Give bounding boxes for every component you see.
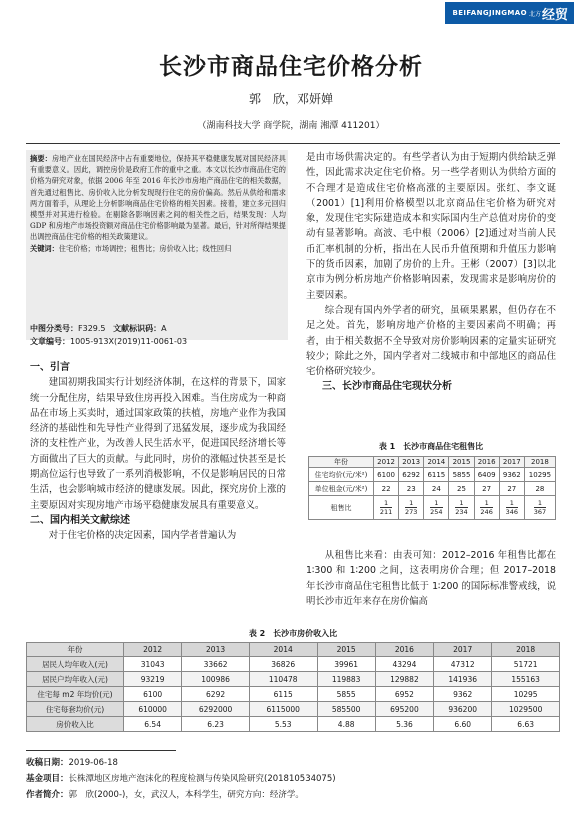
table-row-label: 居民户均年收入(元) xyxy=(27,672,124,687)
abstract xyxy=(30,153,286,254)
article-title: 长沙市商品住宅价格分析 xyxy=(159,54,423,80)
table-cell: 10295 xyxy=(492,687,560,702)
table-cell: 610000 xyxy=(124,702,182,717)
table-header-cell: 年份 xyxy=(27,643,124,657)
paragraph: 从租售比来看：由表可知：2012–2016 年租售比都在 1∶300 和 1∶200 之间，这表明房价合理；但 2017–2018 年长沙市商品住宅租售比低于 1∶200 的国际标准警戒线，说明长沙市近年来存在房价偏高 xyxy=(306,550,556,607)
table-cell: 6.23 xyxy=(182,717,250,732)
fraction xyxy=(380,499,392,516)
table-row xyxy=(27,702,560,717)
paragraph: 对于住宅价格的决定因素，国内学者普遍认为 xyxy=(48,530,237,542)
journal-name-en: BEIFANGJINGMAO xyxy=(452,9,527,17)
table-header-cell: 年份 xyxy=(309,457,374,468)
footnote-author xyxy=(26,789,304,801)
table-cell: 9362 xyxy=(499,468,524,482)
table-cell: 93219 xyxy=(124,672,182,687)
table-header-cell: 2015 xyxy=(317,643,375,657)
table-cell: 27 xyxy=(474,482,499,496)
table-cell: 39961 xyxy=(317,657,375,672)
table-cell: 6.63 xyxy=(492,717,560,732)
fraction xyxy=(506,499,518,516)
article-no-label: 文章编号： xyxy=(30,337,70,346)
table-cell: 31043 xyxy=(124,657,182,672)
paragraph: 建国初期我国实行计划经济体制，在这样的背景下，国家统一分配住房，结果导致住房再投入困难。当住房成为一种商品在市场上买卖时，通过国家政策的扶植，房地产业作为我国经济的基础性和先导性产业得到了迅猛发展，逐步成为我国经济的支柱性产业，为改善人民生活水平，促进国民经济增长等方面做出了巨大的贡献。与此同时，房价的涨幅过快甚至是长期高位运行也导致了一系列消极影响，不仅是影响居民的日常生活，也会影响城市经济的健康发展。因此，探究房价上涨的主要原因对实现房地产市场平稳健康发展具有重要意义。 xyxy=(30,377,286,511)
table-cell: 47312 xyxy=(434,657,492,672)
footnote-fund xyxy=(26,773,336,785)
table-header-cell: 2017 xyxy=(499,457,524,468)
table-cell: 5855 xyxy=(449,468,474,482)
table-header-cell: 2014 xyxy=(249,643,317,657)
paragraph: 是由市场供需决定的。有些学者认为由于短期内供给缺乏弹性，因此需求决定住宅价格。另一些学者则认为供给方面的不合理才是造成住宅价格高涨的主要原因。张红、李文诞（2001）[1]利用价格模型以北京商品住宅价格为研究对象，发现住宅实际建造成本和实际国内生产总值对房价的变动有显著影响。高波、毛中根（2006）[2]通过对当前人民币汇率机制的分析，指出在人民币升值预期和升值压力影响下的货币因素，加剧了房价的上升。王彬（2007）[3]以北京市为例分析房地产价格影响因素，发现需求是影响房价的主要因素。 xyxy=(306,152,556,301)
table-row xyxy=(309,482,556,496)
table-cell: 100986 xyxy=(182,672,250,687)
journal-badge xyxy=(445,2,575,24)
table-header-cell: 2013 xyxy=(182,643,250,657)
table-cell: 936200 xyxy=(434,702,492,717)
table-row xyxy=(27,672,560,687)
keywords-label: 关键词： xyxy=(30,243,59,253)
table-cell: 5.53 xyxy=(249,717,317,732)
fraction-numerator: 1 xyxy=(455,499,467,508)
table-cell xyxy=(374,496,399,520)
left-column xyxy=(30,360,286,544)
table-cell: 6409 xyxy=(474,468,499,482)
table-cell: 5.36 xyxy=(375,717,433,732)
fraction xyxy=(455,499,467,516)
doc-code-label: 文献标识码： xyxy=(113,324,162,333)
table-cell: 10295 xyxy=(524,468,555,482)
table2-caption: 表 2 长沙市房价收入比 xyxy=(248,629,338,638)
fraction-denominator: 367 xyxy=(533,508,547,516)
keywords-text: 住宅价格；市场调控；租售比；房价收入比；线性回归 xyxy=(58,243,232,253)
table-cell: 9362 xyxy=(434,687,492,702)
table-header-cell: 2018 xyxy=(524,457,555,468)
section-heading-status: 三、长沙市商品住宅现状分析 xyxy=(322,381,452,393)
table-row xyxy=(27,717,560,732)
table-cell: 155163 xyxy=(492,672,560,687)
table-header-cell: 2017 xyxy=(434,643,492,657)
table-header-cell: 2016 xyxy=(474,457,499,468)
table-cell xyxy=(499,496,524,520)
table-row-label: 居民人均年收入(元) xyxy=(27,657,124,672)
table-header-cell: 2012 xyxy=(374,457,399,468)
table-cell: 51721 xyxy=(492,657,560,672)
table-cell: 6115000 xyxy=(249,702,317,717)
table-cell xyxy=(449,496,474,520)
right-column xyxy=(306,150,556,395)
fraction-numerator: 1 xyxy=(506,499,518,508)
class-label: 中图分类号： xyxy=(30,324,78,333)
class-number xyxy=(30,323,167,334)
received-date: 2019-06-18 xyxy=(68,758,118,768)
table-cell xyxy=(474,496,499,520)
paragraph: 综合现有国内外学者的研究，虽硕果累累，但仍存在不足之处。首先，影响房地产价格的主要因素尚不明确；再者，由于相关数据不全导致对房价影响因素的定量实证研究较少；除此之外，国内学者对二线城市和中部地区的商品住宅价格研究较少。 xyxy=(306,304,556,378)
author-bio-text: 郭 欣(2000-)，女，武汉人，本科学生，研究方向：经济学。 xyxy=(68,790,304,800)
fraction-denominator: 234 xyxy=(455,508,468,516)
received-label: 收稿日期： xyxy=(26,758,69,768)
footnote-divider xyxy=(26,750,176,751)
table-cell: 4.88 xyxy=(317,717,375,732)
table-cell: 36826 xyxy=(249,657,317,672)
table-cell: 22 xyxy=(374,482,399,496)
table-cell: 129882 xyxy=(375,672,433,687)
table-cell: 6100 xyxy=(124,687,182,702)
article-authors: 郭 欣，邓妍婵 xyxy=(248,92,333,106)
fraction-denominator: 211 xyxy=(379,508,393,516)
table-cell: 25 xyxy=(449,482,474,496)
table-cell: 695200 xyxy=(375,702,433,717)
table-header-cell: 2016 xyxy=(375,643,433,657)
table-cell: 23 xyxy=(399,482,424,496)
fraction xyxy=(534,499,546,516)
table-cell: 6292 xyxy=(182,687,250,702)
table-cell: 6292 xyxy=(399,468,424,482)
table-header-cell: 2013 xyxy=(399,457,424,468)
section-heading-intro: 一、引言 xyxy=(30,362,70,373)
table-row xyxy=(309,457,556,468)
table-cell: 6115 xyxy=(249,687,317,702)
table-row xyxy=(309,468,556,482)
table-cell: 6115 xyxy=(424,468,449,482)
table-cell xyxy=(424,496,449,520)
table-row xyxy=(27,657,560,672)
abstract-label: 摘要： xyxy=(30,154,52,163)
fraction-denominator: 346 xyxy=(505,508,518,516)
table-cell: 585500 xyxy=(317,702,375,717)
fraction-denominator: 246 xyxy=(480,508,493,516)
table-row-label: 住宅每 m2 年均价(元) xyxy=(27,687,124,702)
fund-label: 基金项目： xyxy=(26,774,69,784)
table-price-income-ratio xyxy=(26,642,560,732)
table-cell: 119883 xyxy=(317,672,375,687)
fraction-numerator: 1 xyxy=(480,499,492,508)
table-cell: 43294 xyxy=(375,657,433,672)
fraction-denominator: 254 xyxy=(430,508,443,516)
table-row-label: 住宅均价(元/米²) xyxy=(309,468,374,482)
header-divider xyxy=(26,143,560,144)
table-cell: 6952 xyxy=(375,687,433,702)
table-cell: 6100 xyxy=(374,468,399,482)
table-rent-sale-ratio xyxy=(308,456,556,520)
table-row-label: 住宅每套均价(元) xyxy=(27,702,124,717)
journal-name-cn: 经贸 xyxy=(541,7,568,23)
class-value: F329.5 xyxy=(78,324,106,333)
table-header-cell: 2018 xyxy=(492,643,560,657)
fraction-numerator: 1 xyxy=(430,499,442,508)
table-cell: 28 xyxy=(524,482,555,496)
fraction xyxy=(480,499,492,516)
table-cell: 1029500 xyxy=(492,702,560,717)
author-affiliation: （湖南科技大学 商学院，湖南 湘潭 411201） xyxy=(197,121,385,131)
table-cell: 110478 xyxy=(249,672,317,687)
fraction-numerator: 1 xyxy=(405,499,417,508)
table-cell xyxy=(399,496,424,520)
fraction xyxy=(430,499,442,516)
fraction-numerator: 1 xyxy=(534,499,546,508)
table-row xyxy=(27,643,560,657)
table-header-cell: 2015 xyxy=(449,457,474,468)
table-row xyxy=(309,496,556,520)
table-cell xyxy=(524,496,555,520)
article-number xyxy=(30,336,187,347)
article-no-value: 1005-913X(2019)11-0061-03 xyxy=(70,337,188,346)
right-column-continued xyxy=(306,548,556,609)
author-bio-label: 作者简介： xyxy=(26,790,69,800)
table-row-label: 房价收入比 xyxy=(27,717,124,732)
table-cell: 141936 xyxy=(434,672,492,687)
fraction-numerator: 1 xyxy=(380,499,392,508)
journal-name-cn-small: 北方 xyxy=(528,10,541,18)
table-cell: 24 xyxy=(424,482,449,496)
section-heading-review: 二、国内相关文献综述 xyxy=(30,514,130,526)
table-cell: 27 xyxy=(499,482,524,496)
table-header-cell: 2014 xyxy=(424,457,449,468)
table-cell: 6292000 xyxy=(182,702,250,717)
fund-text: 长株潭地区房地产泡沫化的程度检测与传染风险研究(201810534075) xyxy=(68,774,336,784)
table-header-cell: 2012 xyxy=(124,643,182,657)
footnote-received xyxy=(26,757,118,769)
table1-caption: 表 1 长沙市商品住宅租售比 xyxy=(378,442,484,451)
abstract-text: 房地产业在国民经济中占有重要地位，保持其平稳健康发展对国民经济具有重要意义。因此，调控房价是政府工作的重中之重。本文以长沙市商品住宅的价格为研究对象，依据 2006 年至 2016 年长沙市房地产商品住宅的相关数据，首先通过租售比、房价收入比分析发现现行住宅的房价偏高。然后从供给和需求两方面着手，从理论上分析影响商品住宅价格的相关因素。接着，建立多元回归模型并对其进行检验。在剔除各影响因素之间的相关性之后，结果发现：人均 GDP 和房地产市场投资额对商品住宅价格影响最为显著。最后，针对所得结果提出调控商品住宅价格的相关政策建议。 xyxy=(30,154,286,242)
table-cell: 5855 xyxy=(317,687,375,702)
table-cell: 6.60 xyxy=(434,717,492,732)
table-row-label: 租售比 xyxy=(309,496,374,520)
table-cell: 6.54 xyxy=(124,717,182,732)
table-cell: 33662 xyxy=(182,657,250,672)
fraction xyxy=(405,499,417,516)
table-row-label: 单位租金(元/米²) xyxy=(309,482,374,496)
doc-code-value: A xyxy=(161,324,167,333)
table-row xyxy=(27,687,560,702)
fraction-denominator: 273 xyxy=(405,508,418,516)
